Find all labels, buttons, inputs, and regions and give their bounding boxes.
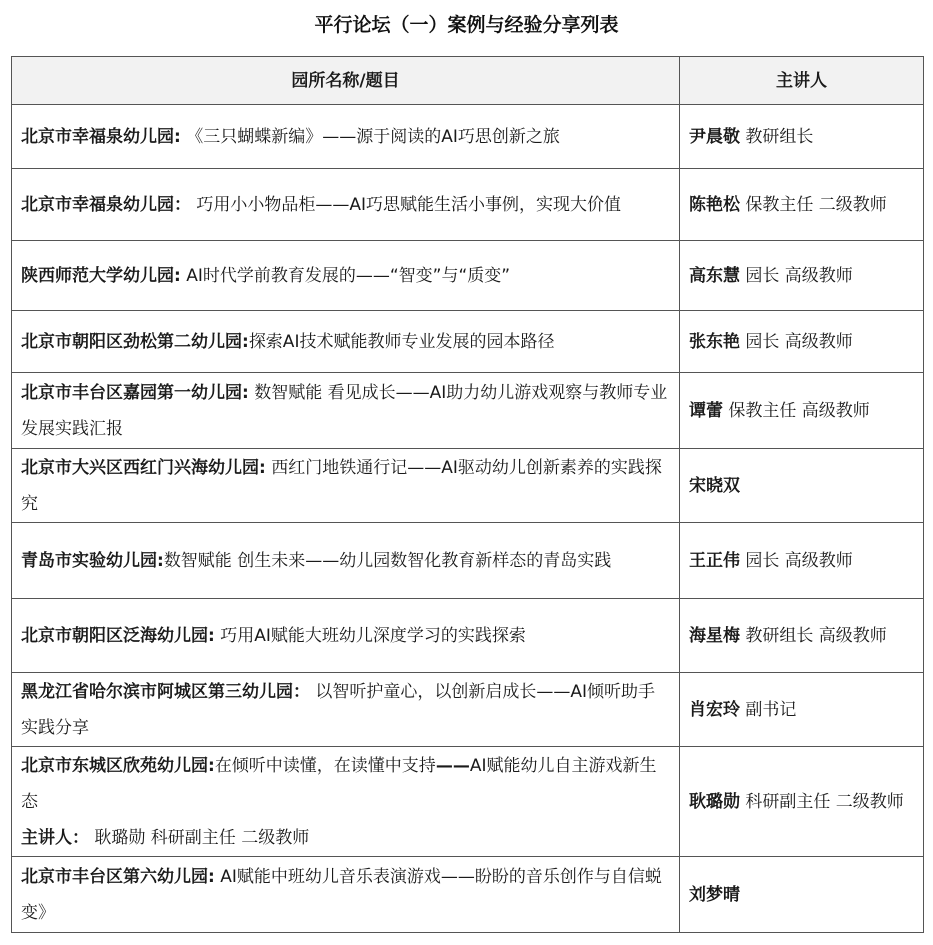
topic-cell <box>12 373 680 449</box>
speaker-cell <box>680 373 924 449</box>
topic-text: 数智赋能 看见成长——AI助力幼儿游戏观察与教师专业发展实践汇报 <box>21 382 668 439</box>
school-name: 青岛市实验幼儿园: <box>21 550 164 571</box>
speaker-cell <box>680 241 924 311</box>
speaker-name: 刘梦晴 <box>689 884 740 905</box>
topic-text: 以智听护童心，以创新启成长——AI倾听助手实践分享 <box>21 681 656 738</box>
topic-text: 西红门地铁通行记——AI驱动幼儿创新素养的实践探究 <box>21 457 662 514</box>
page-title: 平行论坛（一）案例与经验分享列表 <box>314 14 619 36</box>
school-name: 北京市丰台区第六幼儿园: <box>21 866 215 887</box>
school-name: 北京市幸福泉幼儿园： <box>21 194 191 215</box>
topic-text: 数智赋能 创生未来——幼儿园数智化教育新样态的青岛实践 <box>163 550 612 571</box>
table-row <box>12 105 924 169</box>
table-row <box>12 673 924 747</box>
speaker-note <box>21 820 670 856</box>
speaker-cell <box>680 857 924 933</box>
topic-text: 探索AI技术赋能教师专业发展的园本路径 <box>248 331 555 352</box>
school-name: 北京市朝阳区劲松第二幼儿园: <box>21 331 249 352</box>
speaker-note-label: 主讲人： <box>21 827 89 848</box>
speaker-title: 园长 高级教师 <box>740 265 853 286</box>
table-row <box>12 311 924 373</box>
topic-text: AI赋能幼儿自主游戏新生态 <box>21 755 657 812</box>
speaker-name: 高东慧 <box>689 265 740 286</box>
speaker-title: 园长 高级教师 <box>740 550 853 571</box>
topic-text: 巧用小小物品柜——AI巧思赋能生活小事例，实现大价值 <box>191 194 622 215</box>
speaker-name: 海星梅 <box>689 625 740 646</box>
topic-text: AI时代学前教育发展的——“智变”与“质变” <box>180 265 511 286</box>
school-name: 北京市朝阳区泛海幼儿园: <box>21 625 215 646</box>
speaker-title: 保教主任 高级教师 <box>723 400 870 421</box>
school-name: 北京市大兴区西红门兴海幼儿园: <box>21 457 266 478</box>
speaker-title: 园长 高级教师 <box>740 331 853 352</box>
school-name: 北京市东城区欣苑幼儿园: <box>21 755 215 776</box>
speaker-cell <box>680 169 924 241</box>
speaker-title: 副书记 <box>740 699 797 720</box>
speaker-name: 宋晓双 <box>689 475 740 496</box>
school-name: 北京市幸福泉幼儿园: <box>21 126 181 147</box>
table-row <box>12 373 924 449</box>
topic-cell <box>12 599 680 673</box>
school-name: 黑龙江省哈尔滨市阿城区第三幼儿园： <box>21 681 310 702</box>
speaker-cell <box>680 105 924 169</box>
school-name: 陕西师范大学幼儿园: <box>21 265 181 286</box>
speaker-title: 保教主任 二级教师 <box>740 194 887 215</box>
header-topic: 园所名称/题目 <box>12 57 680 105</box>
header-speaker: 主讲人 <box>680 57 924 105</box>
topic-cell <box>12 857 680 933</box>
table-row <box>12 449 924 523</box>
case-sharing-table <box>11 56 924 933</box>
speaker-cell <box>680 747 924 857</box>
table-header-row <box>12 57 924 105</box>
topic-cell <box>12 523 680 599</box>
speaker-cell <box>680 599 924 673</box>
topic-text: 在倾听中读懂，在读懂中支持 <box>214 755 436 776</box>
school-name: 北京市丰台区嘉园第一幼儿园: <box>21 382 249 403</box>
speaker-cell <box>680 523 924 599</box>
table-row <box>12 857 924 933</box>
speaker-cell <box>680 449 924 523</box>
speaker-name: 张东艳 <box>689 331 740 352</box>
table-row <box>12 747 924 857</box>
table-row <box>12 241 924 311</box>
speaker-name: 王正伟 <box>689 550 740 571</box>
topic-text: 《三只蝴蝶新编》——源于阅读的AI巧思创新之旅 <box>180 126 560 147</box>
topic-cell <box>12 449 680 523</box>
speaker-title: 科研副主任 二级教师 <box>740 791 904 812</box>
table-row <box>12 599 924 673</box>
speaker-name: 谭蕾 <box>689 400 723 421</box>
topic-cell <box>12 673 680 747</box>
table-row <box>12 169 924 241</box>
topic-cell <box>12 747 680 857</box>
speaker-name: 耿璐勋 <box>689 791 740 812</box>
topic-cell <box>12 105 680 169</box>
speaker-name: 尹晨敬 <box>689 126 740 147</box>
speaker-title: 教研组长 <box>740 126 814 147</box>
speaker-name: 肖宏玲 <box>689 699 740 720</box>
table-row <box>12 523 924 599</box>
speaker-name: 陈艳松 <box>689 194 740 215</box>
topic-cell <box>12 169 680 241</box>
topic-line <box>21 748 670 820</box>
topic-cell <box>12 311 680 373</box>
speaker-title: 教研组长 高级教师 <box>740 625 887 646</box>
topic-cell <box>12 241 680 311</box>
speaker-cell <box>680 311 924 373</box>
topic-text: 巧用AI赋能大班幼儿深度学习的实践探索 <box>214 625 526 646</box>
topic-separator: —— <box>435 755 470 776</box>
topic-text: AI赋能中班幼儿音乐表演游戏——盼盼的音乐创作与自信蜕变》 <box>21 866 662 923</box>
speaker-cell <box>680 673 924 747</box>
speaker-note-text: 耿璐勋 科研副主任 二级教师 <box>89 827 310 848</box>
